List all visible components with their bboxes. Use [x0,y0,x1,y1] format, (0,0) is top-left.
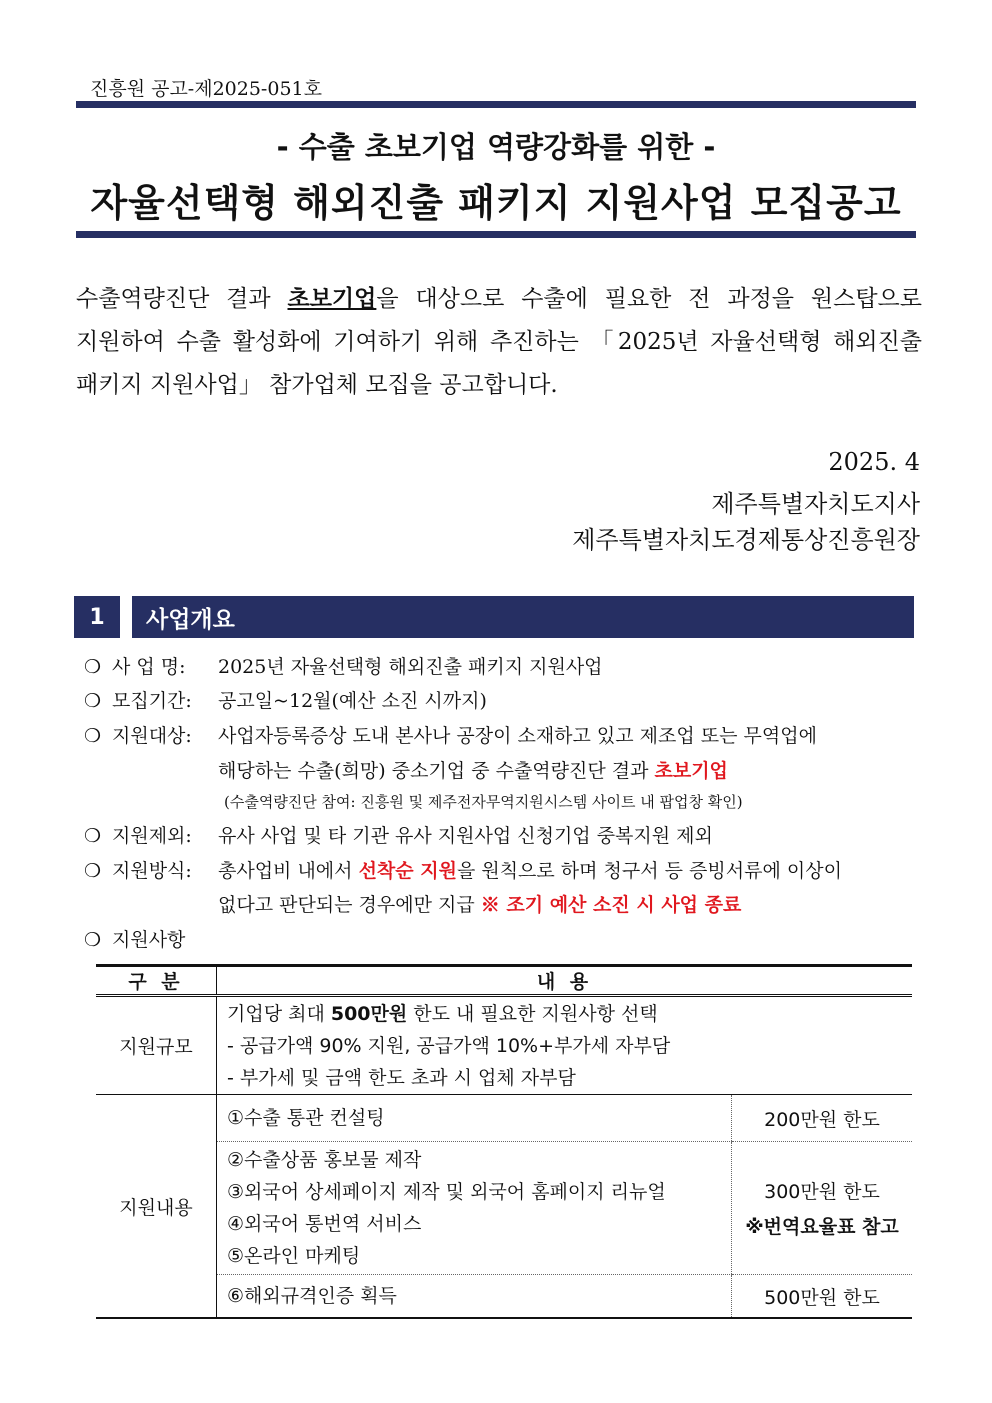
table-row [96,996,912,1095]
translation-note: ※번역요율표 참고 [745,1216,899,1238]
item-target-line-2: 해당하는 수출(희망) 중소기업 중 수출역량진단 결과 초보기업 [218,760,728,782]
header-content: 내 용 [217,966,913,996]
row-label-content: 지원내용 [96,1095,217,1319]
item-support: ❍ 지원사항 [84,929,186,951]
item-method-line-2: 없다고 판단되는 경우에만 지급 ※ 조기 예산 소진 시 사업 종료 [218,894,742,916]
item-business-name-value: 2025년 자율선택형 해외진출 패키지 지원사업 [218,656,603,678]
title-top-rule [76,101,916,108]
section-number: 1 [74,596,120,638]
item-period: ❍ 모집기간: [84,690,192,712]
scale-line-2: - 공급가액 90% 지원, 공급가액 10%+부가세 자부담 [227,1034,671,1057]
notice-number: 진흥원 공고-제2025-051호 [90,78,322,100]
content-item-6-amount: 500만원 한도 [732,1275,913,1319]
support-table [96,964,912,1319]
scale-line-3: - 부가세 및 금액 한도 초과 시 업체 자부담 [227,1066,576,1089]
intro-line-1: 수출역량진단 결과 초보기업을 대상으로 수출에 필요한 전 과정을 원스탑으로 [76,285,922,312]
intro-line-3: 패키지 지원사업」 참가업체 모집을 공고합니다. [76,372,558,398]
content-item-6: ⑥해외규격인증 획득 [217,1275,732,1319]
table-header [96,966,912,996]
item-exclusion-value: 유사 사업 및 타 기관 유사 지원사업 신청기업 중복지원 제외 [218,825,713,847]
page-title: 자율선택형 해외진출 패키지 지원사업 모집공고 [90,181,902,225]
item-target-note: (수출역량진단 참여: 진흥원 및 제주전자무역지원시스템 사이트 내 팝업창 확인) [224,793,743,811]
item-method: ❍ 지원방식: [84,860,192,882]
content-items-2-5: ②수출상품 홍보물 제작 ③외국어 상세페이지 제작 및 외국어 홈페이지 리뉴얼 ④외국어 통번역 서비스 ⑤온라인 마케팅 [217,1142,732,1275]
item-target: ❍ 지원대상: [84,725,192,747]
row-content-scale [217,996,913,1095]
item-target-line-1: 사업자등록증상 도내 본사나 공장이 소재하고 있고 제조업 또는 무역업에 [218,725,817,747]
item-exclusion: ❍ 지원제외: [84,825,192,847]
intro-highlight: 초보기업 [287,285,377,312]
title-subtitle: - 수출 초보기업 역량강화를 위한 - [276,130,716,164]
item-period-value: 공고일~12월(예산 소진 시까지) [218,690,487,712]
table-row [96,1275,912,1319]
table-row [96,1095,912,1142]
section-title: 사업개요 [132,596,914,638]
intro-line-2: 지원하여 수출 활성화에 기여하기 위해 추진하는 「2025년 자율선택형 해외진출 [76,329,922,355]
signature-date: 2025. 4 [828,448,920,476]
content-item-1: ①수출 통관 컨설팅 [217,1095,732,1142]
item-business-name: ❍ 사 업 명: [84,656,186,678]
item-method-line-1: 총사업비 내에서 선착순 지원을 원칙으로 하며 청구서 등 증빙서류에 이상이 [218,860,842,882]
row-label-scale: 지원규모 [96,996,217,1095]
signature-line-1: 제주특별자치도지사 [711,490,920,518]
scale-line-1: 기업당 최대 500만원 한도 내 필요한 지원사항 선택 [227,1002,658,1025]
table-row [96,1142,912,1275]
content-item-1-amount: 200만원 한도 [732,1095,913,1142]
header-category: 구 분 [96,966,217,996]
title-bottom-rule [76,231,916,238]
signature-line-2: 제주특별자치도경제통상진흥원장 [572,526,920,554]
content-items-2-5-amount: 300만원 한도 ※번역요율표 참고 [732,1142,913,1275]
